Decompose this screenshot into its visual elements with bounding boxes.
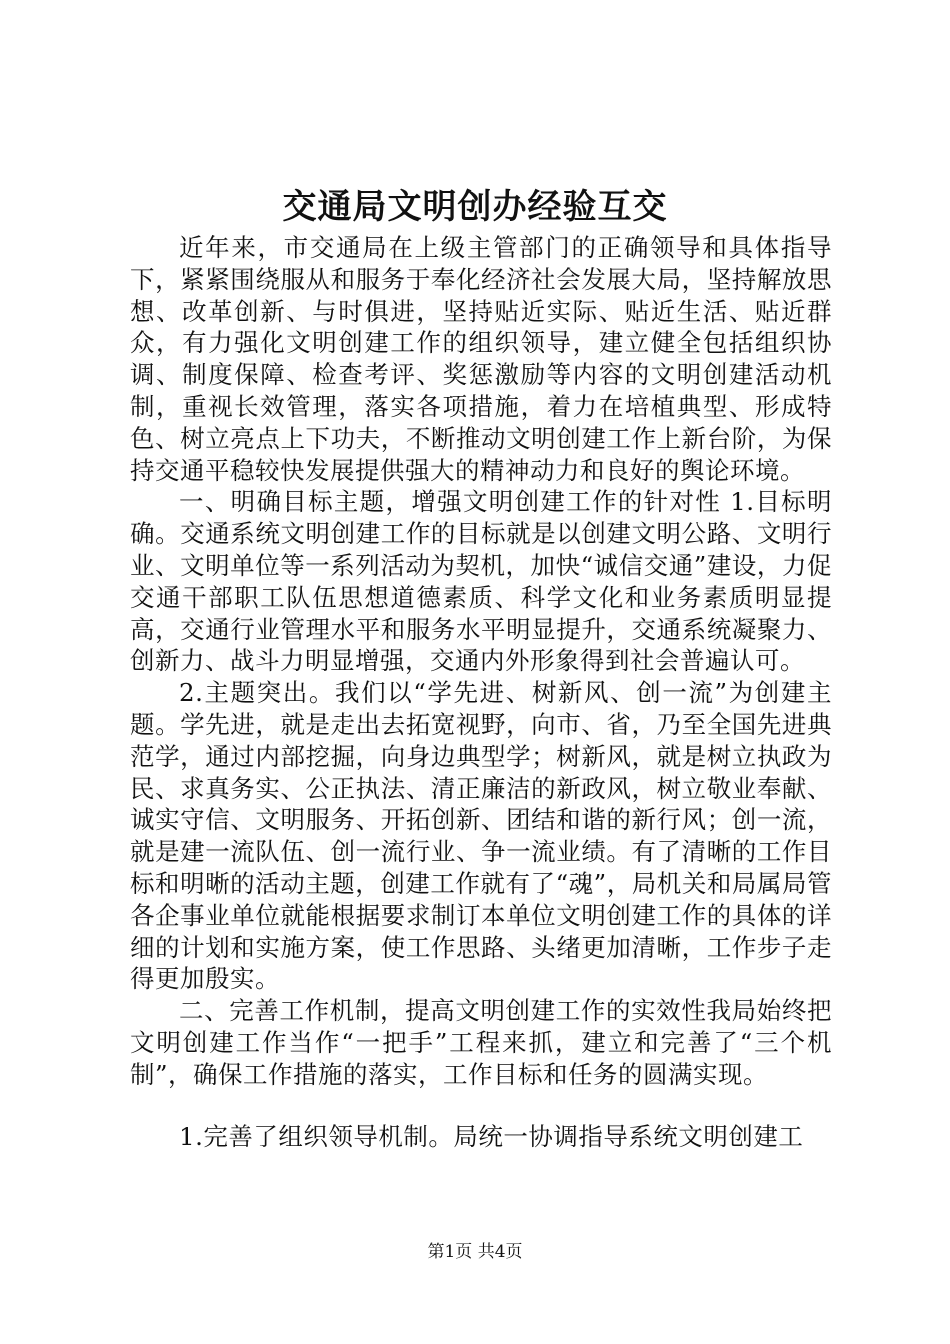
document-title: 交通局文明创办经验互交: [282, 187, 668, 227]
paragraph-section-one: 一、明确目标主题，增强文明创建工作的针对性 1.目标明确。交通系统文明创建工作的目标就是以创建文明公路、文明行业、文明单位等一系列活动为契机，加快“诚信交通”建设，力促交通干部职工队伍思想道德素质、科学文化和业务素质明显提高，交通行业管理水平和服务水平明显提升，交通系统凝聚力、创新力、战斗力明显增强，交通内外形象得到社会普遍认可。: [130, 487, 832, 676]
paragraph-theme: 2.主题突出。我们以“学先进、树新风、创一流”为创建主题。学先进，就是走出去拓宽视野，向市、省，乃至全国先进典范学，通过内部挖掘，向身边典型学；树新风，就是树立执政为民、求真务实、公正执法、清正廉洁的新政风，树立敬业奉献、诚实守信、文明服务、开拓创新、团结和谐的新行风；创一流，就是建一流队伍、创一流行业、争一流业绩。有了清晰的工作目标和明晰的活动主题，创建工作就有了“魂”，局机关和局属局管各企事业单位就能根据要求制订本单位文明创建工作的具体的详细的计划和实施方案，使工作思路、头绪更加清晰，工作步子走得更加殷实。: [130, 678, 832, 994]
paragraph-intro: 近年来，市交通局在上级主管部门的正确领导和具体指导下，紧紧围绕服从和服务于奉化经济社会发展大局，坚持解放思想、改革创新、与时俱进，坚持贴近实际、贴近生活、贴近群众，有力强化文明创建工作的组织领导，建立健全包括组织协调、制度保障、检查考评、奖惩激励等内容的文明创建活动机制，重视长效管理，落实各项措施，着力在培植典型、形成特色、树立亮点上下功夫，不断推动文明创建工作上新台阶，为保持交通平稳较快发展提供强大的精神动力和良好的舆论环境。: [130, 233, 832, 485]
paragraph-section-two: 二、完善工作机制，提高文明创建工作的实效性我局始终把文明创建工作当作“一把手”工程来抓，建立和完善了“三个机制”，确保工作措施的落实，工作目标和任务的圆满实现。: [130, 996, 832, 1089]
paragraph-leadership-mechanism: 1.完善了组织领导机制。局统一协调指导系统文明创建工: [179, 1121, 804, 1151]
page-footer: 第1页 共4页: [427, 1242, 523, 1262]
document-body: [130, 232, 832, 1152]
